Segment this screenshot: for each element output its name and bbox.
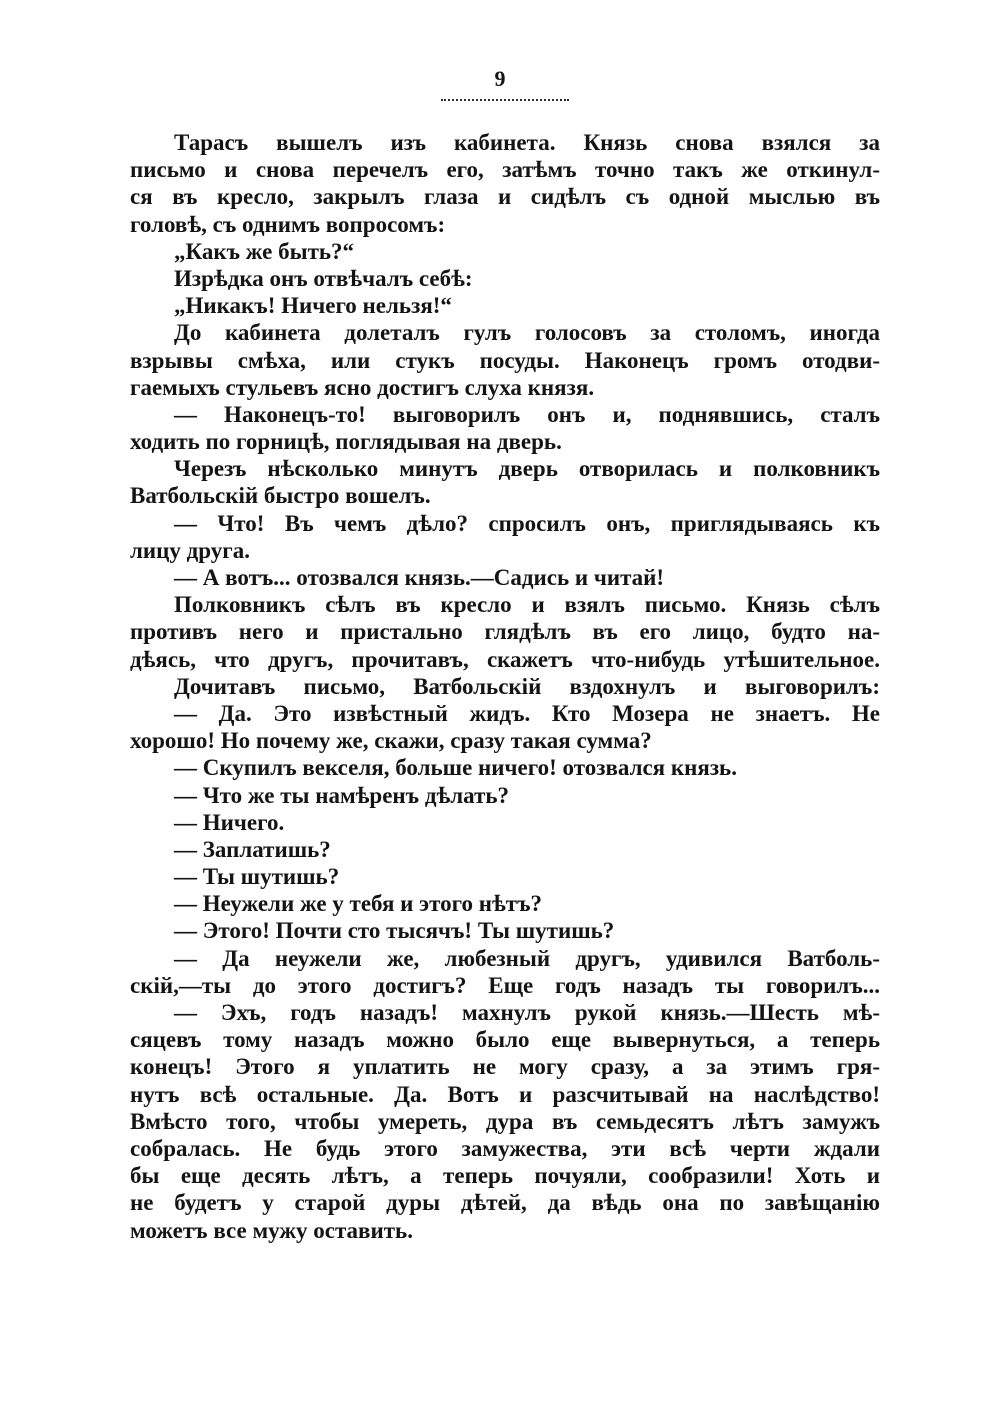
text-line: Черезъ нѣсколько минутъ дверь отворилась и полковникъ	[174, 456, 880, 482]
body-text	[130, 129, 880, 1244]
text-line: — Неужели же у тебя и этого нѣтъ?	[174, 891, 542, 917]
text-line: Вмѣсто того, чтобы умереть, дура въ семьдесятъ лѣтъ замужъ	[130, 1108, 880, 1134]
text-line: сяцевъ тому назадъ можно было еще вывернуться, а теперь	[130, 1027, 880, 1053]
text-line: хорошо! Но почему же, скажи, сразу такая сумма?	[130, 728, 652, 754]
text-line: — Наконецъ-то! выговорилъ онъ и, поднявшись, сталъ	[174, 401, 880, 427]
page-number: 9	[494, 66, 506, 91]
text-line: бы еще десять лѣтъ, а теперь почуяли, сообразили! Хоть и	[130, 1163, 880, 1189]
text-line: собралась. Не будь этого замужества, эти всѣ черти ждали	[130, 1135, 880, 1161]
text-line: — Скупилъ векселя, больше ничего! отозвался князь.	[174, 755, 737, 781]
text-line: гаемыхъ стульевъ ясно достигъ слуха князя.	[130, 374, 595, 400]
text-line: головѣ, съ однимъ вопросомъ:	[130, 211, 446, 237]
text-line: — Ничего.	[174, 809, 285, 835]
text-line: Ватбольскій быстро вошелъ.	[130, 483, 431, 509]
text-line: — А вотъ... отозвался князь.—Садись и читай!	[174, 565, 665, 590]
text-line: противъ него и пристально глядѣлъ въ его лицо, будто на-	[130, 619, 880, 645]
text-line: — Да. Это извѣстный жидъ. Кто Мозера не знаетъ. Не	[174, 700, 880, 726]
text-line: Тарасъ вышелъ изъ кабинета. Князь снова взялся за	[174, 130, 880, 155]
text-line: — Заплатишь?	[174, 836, 331, 862]
text-line: дѣясь, что другъ, прочитавъ, скажетъ что-нибудь утѣшительное.	[130, 646, 880, 672]
text-line: ходить по горницѣ, поглядывая на дверь.	[130, 429, 562, 455]
text-line: взрывы смѣха, или стукъ посуды. Наконецъ громъ отодви-	[130, 347, 880, 373]
header-dotted-rule	[441, 99, 569, 101]
text-line: — Да неужели же, любезный другъ, удивился Ватболь-	[174, 945, 880, 971]
text-line: конецъ! Этого я уплатить не могу сразу, а за этимъ гря-	[130, 1054, 880, 1080]
text-line: До кабинета долеталъ гулъ голосовъ за столомъ, иногда	[174, 320, 880, 346]
text-line: — Что же ты намѣренъ дѣлать?	[174, 782, 510, 808]
text-line: „Какъ же быть?“	[174, 238, 355, 264]
text-line: лицу друга.	[130, 537, 250, 563]
text-line: — Эхъ, годъ назадъ! махнулъ рукой князь.—Шесть мѣ-	[174, 1000, 880, 1025]
text-line: Дочитавъ письмо, Ватбольскій вздохнулъ и выговорилъ:	[174, 673, 880, 699]
text-line: Изрѣдка онъ отвѣчалъ себѣ:	[174, 265, 473, 291]
text-line: — Ты шутишь?	[174, 864, 340, 890]
text-line: скій,—ты до этого достигъ? Еще годъ назадъ ты говорилъ...	[130, 972, 880, 998]
text-line: не будетъ у старой дуры дѣтей, да вѣдь она по завѣщанію	[130, 1190, 880, 1216]
text-line: — Этого! Почти сто тысячъ! Ты шутишь?	[174, 918, 615, 944]
text-line: „Никакъ! Ничего нельзя!“	[174, 293, 452, 319]
text-line: можетъ все мужу оставить.	[130, 1217, 413, 1243]
text-line: нутъ всѣ остальные. Да. Вотъ и разсчитывай на наслѣдство!	[130, 1081, 880, 1107]
text-line: письмо и снова перечелъ его, затѣмъ точно такъ же откинул-	[130, 157, 880, 183]
text-line: Полковникъ сѣлъ въ кресло и взялъ письмо. Князь сѣлъ	[174, 592, 880, 618]
text-line: — Что! Въ чемъ дѣло? спросилъ онъ, приглядываясь къ	[174, 510, 880, 536]
text-line: ся въ кресло, закрылъ глаза и сидѣлъ съ одной мыслью въ	[130, 184, 880, 210]
